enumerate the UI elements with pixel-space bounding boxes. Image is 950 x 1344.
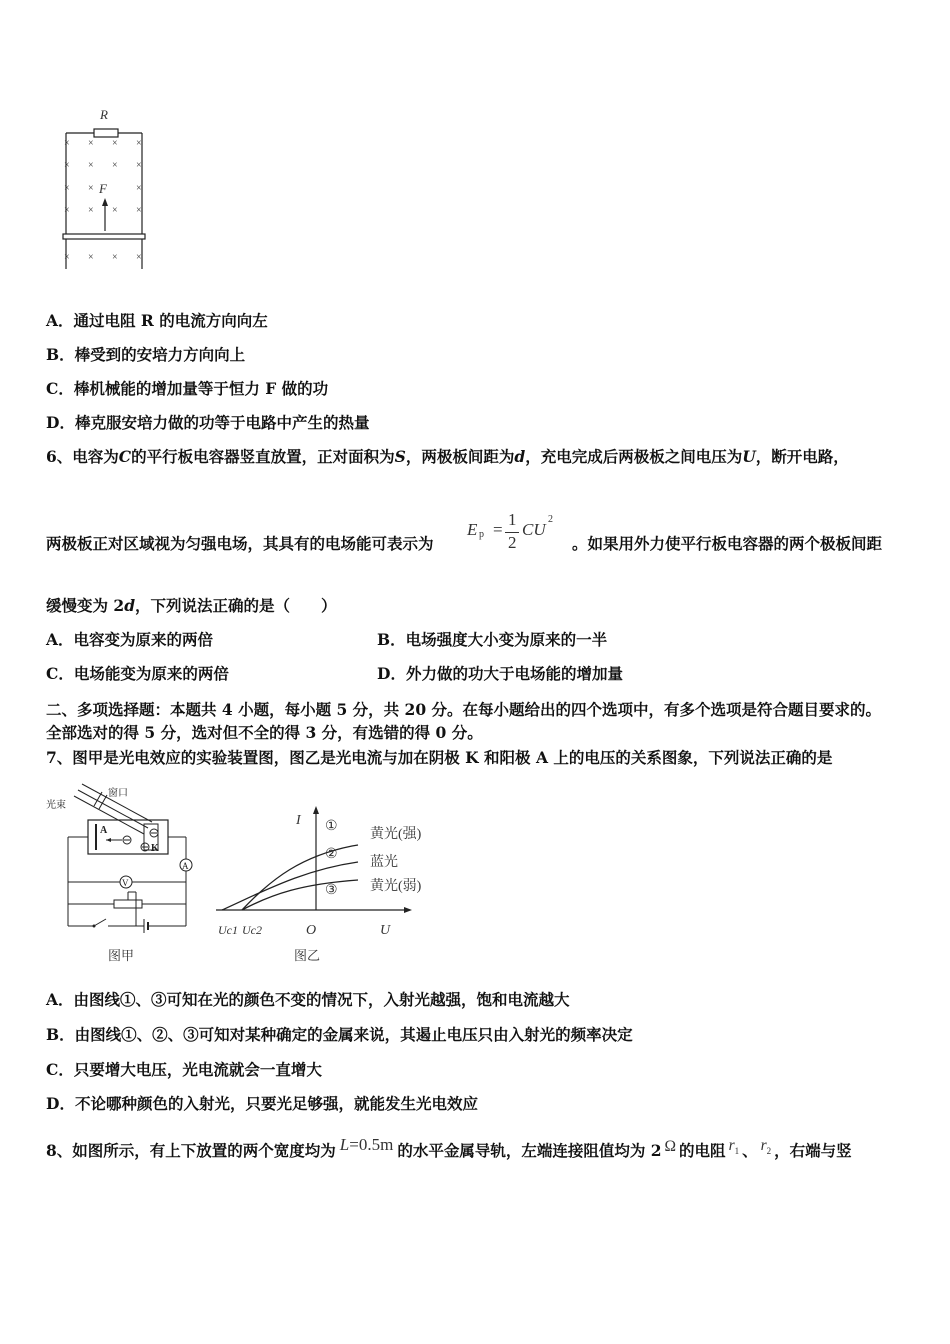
svg-text:×: × bbox=[112, 205, 118, 216]
svg-text:×: × bbox=[64, 160, 70, 171]
svg-text:×: × bbox=[88, 183, 94, 194]
energy-formula: E p = 1 2 CU 2 bbox=[467, 510, 553, 552]
curve-3-yellow-weak bbox=[242, 880, 358, 910]
rheostat bbox=[114, 900, 142, 908]
resistor-r bbox=[94, 129, 118, 137]
q6-stem-line2-b: 。如果用外力使平行板电容器的两个极板间距 bbox=[572, 534, 883, 553]
svg-text:×: × bbox=[136, 205, 142, 216]
svg-text:×: × bbox=[136, 252, 142, 263]
q7-option-c: C．只要增大电压，光电流就会一直增大 bbox=[46, 1060, 322, 1079]
svg-text:×: × bbox=[64, 183, 70, 194]
section2-heading-line2: 全部选对的得 5 分，选对但不全的得 3 分，有选错的得 0 分。 bbox=[46, 723, 483, 742]
q8-stem: 8、如图所示，有上下放置的两个宽度均为 L=0.5m 的水平金属导轨，左端连接阻值均为 2 Ω 的电阻 $r_1$ 、 $r_2$ ，右端与竖 bbox=[46, 1135, 852, 1160]
label-f: F bbox=[99, 181, 107, 196]
legend-yellow-weak: 黄光(弱) bbox=[370, 879, 422, 894]
label-curve-2: ② bbox=[325, 847, 338, 862]
label-origin: O bbox=[306, 923, 317, 938]
svg-text:×: × bbox=[136, 138, 142, 149]
label-voltmeter: V bbox=[122, 878, 129, 888]
legend-blue: 蓝光 bbox=[370, 855, 398, 870]
q5-option-a: A．通过电阻 R 的电流方向向左 bbox=[46, 311, 268, 330]
svg-text:×: × bbox=[88, 252, 94, 263]
q5-option-d: D．棒克服安培力做的功等于电路中产生的热量 bbox=[46, 413, 370, 432]
svg-text:×: × bbox=[88, 205, 94, 216]
svg-text:×: × bbox=[64, 138, 70, 149]
svg-text:×: × bbox=[112, 252, 118, 263]
label-uc1: Uc1 bbox=[218, 923, 238, 937]
q6-option-d: D．外力做的功大于电场能的增加量 bbox=[377, 664, 623, 683]
svg-text:×: × bbox=[88, 160, 94, 171]
q6-stem-line1: 6、电容为C的平行板电容器竖直放置，正对面积为S，两极板间距为d，充电完成后两极板之间电压为U，断开电路， bbox=[46, 447, 849, 466]
caption-figure-b: 图乙 bbox=[294, 948, 321, 963]
svg-text:×: × bbox=[64, 252, 70, 263]
label-window: 窗口 bbox=[108, 788, 128, 799]
q6-stem-line2-a: 两极板正对区域视为匀强电场，其具有的电场能可表示为 bbox=[46, 534, 434, 553]
figure-a-photoelectric-apparatus bbox=[44, 782, 204, 968]
section2-heading-line1: 二、多项选择题：本题共 4 小题，每小题 5 分，共 20 分。在每小题给出的四个选项中，有多个选项是符合题目要求的。 bbox=[46, 700, 882, 719]
figure-b-iu-graph bbox=[212, 800, 452, 970]
q5-option-c: C．棒机械能的增加量等于恒力 F 做的功 bbox=[46, 379, 329, 398]
legend-yellow-strong: 黄光(强) bbox=[370, 827, 422, 842]
q7-option-a: A．由图线①、③可知在光的颜色不变的情况下，入射光越强，饱和电流越大 bbox=[46, 990, 570, 1009]
svg-text:×: × bbox=[136, 183, 142, 194]
label-cathode: K bbox=[151, 843, 159, 854]
curve-1-yellow-strong bbox=[242, 845, 358, 910]
label-ammeter: A bbox=[182, 861, 189, 871]
q5-option-b: B．棒受到的安培力方向向上 bbox=[46, 345, 246, 364]
q6-option-a: A．电容变为原来的两倍 bbox=[46, 630, 214, 649]
q7-option-b: B．由图线①、②、③可知对某种确定的金属来说，其遏止电压只由入射光的频率决定 bbox=[46, 1025, 633, 1044]
label-axis-u: U bbox=[380, 923, 391, 938]
q7-stem: 7、图甲是光电效应的实验装置图，图乙是光电流与加在阴极 K 和阳极 A 上的电压的关系图象，下列说法正确的是 bbox=[46, 748, 833, 767]
q6-option-b: B．电场强度大小变为原来的一半 bbox=[377, 630, 608, 649]
metal-rod bbox=[63, 234, 145, 239]
label-r: R bbox=[100, 107, 108, 122]
svg-text:×: × bbox=[136, 160, 142, 171]
q7-option-d: D．不论哪种颜色的入射光，只要光足够强，就能发生光电效应 bbox=[46, 1094, 478, 1113]
label-curve-1: ① bbox=[325, 819, 338, 834]
svg-text:×: × bbox=[112, 138, 118, 149]
svg-text:×: × bbox=[64, 205, 70, 216]
label-uc2: Uc2 bbox=[242, 923, 262, 937]
q6-option-c: C．电场能变为原来的两倍 bbox=[46, 664, 229, 683]
label-beam: 光束 bbox=[46, 800, 66, 811]
label-curve-3: ③ bbox=[325, 883, 338, 898]
label-axis-i: I bbox=[296, 813, 301, 828]
caption-figure-a: 图甲 bbox=[108, 948, 135, 963]
svg-text:×: × bbox=[88, 138, 94, 149]
svg-text:×: × bbox=[112, 160, 118, 171]
q6-stem-line3: 缓慢变为 2d，下列说法正确的是（ ） bbox=[46, 596, 337, 615]
figure-rod-magnetic-field bbox=[50, 103, 160, 273]
label-anode: A bbox=[100, 825, 108, 836]
